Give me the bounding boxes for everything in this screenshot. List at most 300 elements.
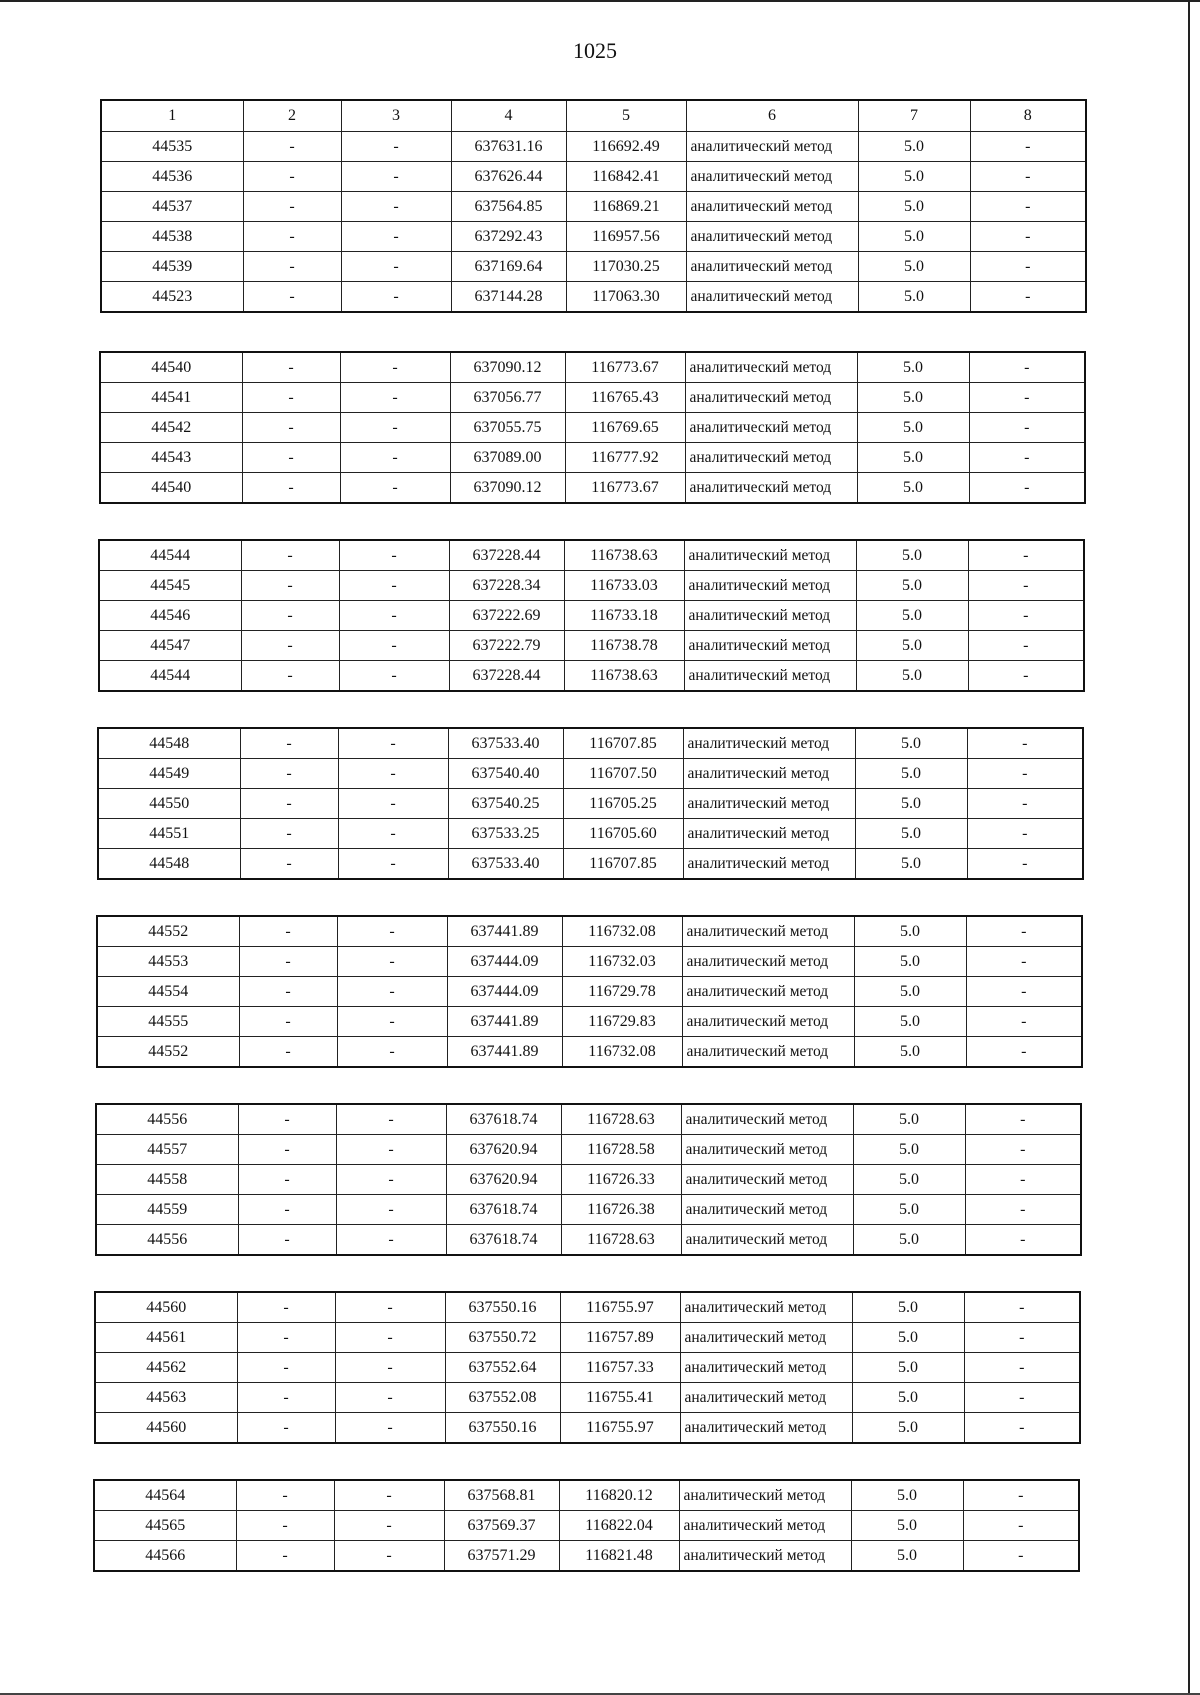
table-cell-col-5: 116755.41: [560, 1383, 680, 1413]
table-cell-col-3: -: [339, 571, 449, 601]
table-cell-col-2: -: [239, 947, 337, 977]
table-cell-col-6: аналитический метод: [681, 1165, 853, 1195]
table-cell-col-6: аналитический метод: [686, 192, 858, 222]
table-cell-col-5: 116738.63: [564, 540, 684, 571]
table-cell-col-2: -: [241, 571, 339, 601]
coordinates-table-4: [97, 727, 1084, 880]
table-cell-col-4: 637144.28: [451, 282, 566, 313]
table-cell-col-4: 637090.12: [450, 473, 565, 504]
table-cell-col-8: -: [967, 819, 1083, 849]
table-cell-col-3: -: [338, 789, 448, 819]
column-header-5: 5: [566, 100, 686, 132]
table-cell-col-2: -: [241, 661, 339, 692]
table-cell-col-3: -: [338, 819, 448, 849]
column-header-3: 3: [341, 100, 451, 132]
table-cell-col-4: 637571.29: [444, 1541, 559, 1572]
table-cell-col-3: -: [334, 1541, 444, 1572]
table-cell-col-5: 116728.58: [561, 1135, 681, 1165]
table-cell-col-7: 5.0: [857, 443, 969, 473]
table-cell-col-3: -: [337, 1007, 447, 1037]
table-cell-col-5: 116733.03: [564, 571, 684, 601]
table-row: [98, 759, 1083, 789]
table-cell-col-1: 44556: [96, 1104, 238, 1135]
table-cell-col-6: аналитический метод: [683, 759, 855, 789]
table-cell-col-1: 44538: [101, 222, 243, 252]
table-cell-col-6: аналитический метод: [684, 601, 856, 631]
table-cell-col-2: -: [242, 443, 340, 473]
table-cell-col-3: -: [334, 1480, 444, 1511]
table-cell-col-6: аналитический метод: [685, 443, 857, 473]
table-row: [99, 540, 1084, 571]
table-cell-col-5: 116822.04: [559, 1511, 679, 1541]
table-cell-col-1: 44544: [99, 661, 241, 692]
table-cell-col-1: 44535: [101, 132, 243, 162]
table-row: [96, 1195, 1081, 1225]
table-cell-col-4: 637169.64: [451, 252, 566, 282]
table-cell-col-5: 116957.56: [566, 222, 686, 252]
table-cell-col-3: -: [336, 1135, 446, 1165]
table-cell-col-1: 44557: [96, 1135, 238, 1165]
table-row: [98, 849, 1083, 880]
table-cell-col-2: -: [243, 162, 341, 192]
table-cell-col-7: 5.0: [855, 759, 967, 789]
table-cell-col-4: 637552.08: [445, 1383, 560, 1413]
table-row: [100, 383, 1085, 413]
column-header-7: 7: [858, 100, 970, 132]
table-cell-col-3: -: [339, 631, 449, 661]
table-cell-col-4: 637550.72: [445, 1323, 560, 1353]
table-cell-col-1: 44548: [98, 728, 240, 759]
table-cell-col-7: 5.0: [856, 631, 968, 661]
table-cell-col-8: -: [964, 1323, 1080, 1353]
table-cell-col-7: 5.0: [851, 1511, 963, 1541]
table-cell-col-8: -: [970, 222, 1086, 252]
table-cell-col-6: аналитический метод: [680, 1353, 852, 1383]
table-cell-col-8: -: [969, 383, 1085, 413]
table-cell-col-8: -: [965, 1195, 1081, 1225]
table-cell-col-2: -: [239, 916, 337, 947]
table-cell-col-5: 116732.08: [562, 916, 682, 947]
table-cell-col-6: аналитический метод: [682, 947, 854, 977]
table-row: [100, 473, 1085, 504]
table-cell-col-5: 116769.65: [565, 413, 685, 443]
table-cell-col-7: 5.0: [855, 819, 967, 849]
table-cell-col-5: 117063.30: [566, 282, 686, 313]
table-row: [100, 443, 1085, 473]
table-cell-col-7: 5.0: [852, 1353, 964, 1383]
table-cell-col-7: 5.0: [855, 849, 967, 880]
table-row: [101, 252, 1086, 282]
table-cell-col-3: -: [339, 661, 449, 692]
table-cell-col-2: -: [242, 352, 340, 383]
table-cell-col-2: -: [238, 1165, 336, 1195]
table-row: [99, 631, 1084, 661]
table-cell-col-1: 44547: [99, 631, 241, 661]
table-cell-col-6: аналитический метод: [681, 1135, 853, 1165]
table-cell-col-4: 637228.34: [449, 571, 564, 601]
table-cell-col-2: -: [241, 540, 339, 571]
table-cell-col-5: 116738.63: [564, 661, 684, 692]
table-cell-col-8: -: [964, 1413, 1080, 1444]
table-cell-col-7: 5.0: [851, 1480, 963, 1511]
table-cell-col-6: аналитический метод: [685, 383, 857, 413]
table-cell-col-1: 44540: [100, 473, 242, 504]
table-row: [98, 789, 1083, 819]
table-row: [96, 1135, 1081, 1165]
table-cell-col-2: -: [243, 252, 341, 282]
table-cell-col-7: 5.0: [858, 162, 970, 192]
table-cell-col-8: -: [967, 759, 1083, 789]
table-cell-col-4: 637292.43: [451, 222, 566, 252]
table-row: [101, 192, 1086, 222]
table-cell-col-2: -: [240, 789, 338, 819]
table-cell-col-3: -: [340, 443, 450, 473]
table-cell-col-8: -: [968, 540, 1084, 571]
table-cell-col-4: 637444.09: [447, 947, 562, 977]
table-cell-col-2: -: [242, 413, 340, 443]
table-cell-col-4: 637228.44: [449, 540, 564, 571]
table-cell-col-5: 116729.78: [562, 977, 682, 1007]
table-cell-col-7: 5.0: [853, 1135, 965, 1165]
table-cell-col-7: 5.0: [852, 1323, 964, 1353]
table-cell-col-2: -: [236, 1511, 334, 1541]
table-cell-col-3: -: [339, 540, 449, 571]
table-row: [101, 162, 1086, 192]
table-row: [100, 413, 1085, 443]
table-cell-col-6: аналитический метод: [686, 162, 858, 192]
table-cell-col-8: -: [969, 413, 1085, 443]
table-cell-col-7: 5.0: [852, 1383, 964, 1413]
table-row: [98, 819, 1083, 849]
table-cell-col-2: -: [237, 1413, 335, 1444]
table-cell-col-1: 44563: [95, 1383, 237, 1413]
table-cell-col-7: 5.0: [854, 1007, 966, 1037]
table-cell-col-3: -: [334, 1511, 444, 1541]
table-cell-col-7: 5.0: [857, 473, 969, 504]
table-cell-col-2: -: [243, 132, 341, 162]
table-cell-col-7: 5.0: [858, 222, 970, 252]
table-cell-col-6: аналитический метод: [679, 1511, 851, 1541]
coordinates-table-6: [95, 1103, 1082, 1256]
table-cell-col-4: 637626.44: [451, 162, 566, 192]
table-cell-col-3: -: [338, 849, 448, 880]
table-cell-col-3: -: [335, 1383, 445, 1413]
table-cell-col-2: -: [242, 473, 340, 504]
table-cell-col-1: 44564: [94, 1480, 236, 1511]
table-cell-col-5: 116757.89: [560, 1323, 680, 1353]
table-cell-col-1: 44560: [95, 1413, 237, 1444]
table-cell-col-6: аналитический метод: [685, 473, 857, 504]
table-cell-col-3: -: [341, 132, 451, 162]
table-cell-col-8: -: [966, 1037, 1082, 1068]
table-cell-col-4: 637441.89: [447, 1007, 562, 1037]
table-cell-col-3: -: [338, 728, 448, 759]
table-cell-col-8: -: [963, 1541, 1079, 1572]
column-header-1: 1: [101, 100, 243, 132]
table-cell-col-1: 44544: [99, 540, 241, 571]
table-cell-col-2: -: [239, 1037, 337, 1068]
table-row: [97, 947, 1082, 977]
table-row: [94, 1541, 1079, 1572]
table-cell-col-4: 637569.37: [444, 1511, 559, 1541]
table-cell-col-1: 44565: [94, 1511, 236, 1541]
table-cell-col-4: 637441.89: [447, 916, 562, 947]
table-cell-col-2: -: [240, 849, 338, 880]
table-cell-col-8: -: [970, 162, 1086, 192]
column-header-8: 8: [970, 100, 1086, 132]
page-number: 1025: [573, 38, 617, 63]
table-cell-col-3: -: [341, 162, 451, 192]
table-cell-col-5: 116821.48: [559, 1541, 679, 1572]
table-cell-col-7: 5.0: [857, 383, 969, 413]
table-cell-col-4: 637552.64: [445, 1353, 560, 1383]
table-cell-col-6: аналитический метод: [686, 132, 858, 162]
table-cell-col-7: 5.0: [854, 1037, 966, 1068]
table-cell-col-7: 5.0: [855, 728, 967, 759]
table-cell-col-8: -: [970, 192, 1086, 222]
table-cell-col-5: 116765.43: [565, 383, 685, 413]
table-cell-col-4: 637540.40: [448, 759, 563, 789]
table-cell-col-8: -: [966, 977, 1082, 1007]
table-cell-col-8: -: [965, 1165, 1081, 1195]
table-cell-col-3: -: [341, 252, 451, 282]
table-cell-col-3: -: [341, 222, 451, 252]
table-cell-col-4: 637222.69: [449, 601, 564, 631]
table-cell-col-7: 5.0: [853, 1104, 965, 1135]
table-row: [95, 1383, 1080, 1413]
table-cell-col-4: 637056.77: [450, 383, 565, 413]
table-cell-col-7: 5.0: [858, 192, 970, 222]
table-cell-col-6: аналитический метод: [683, 819, 855, 849]
table-cell-col-6: аналитический метод: [683, 849, 855, 880]
table-cell-col-6: аналитический метод: [684, 631, 856, 661]
table-cell-col-5: 116707.50: [563, 759, 683, 789]
table-cell-col-4: 637618.74: [446, 1225, 561, 1256]
table-row: [99, 601, 1084, 631]
table-row: [97, 977, 1082, 1007]
coordinates-table-2: [99, 351, 1086, 504]
table-cell-col-5: 116729.83: [562, 1007, 682, 1037]
table-cell-col-7: 5.0: [856, 601, 968, 631]
table-cell-col-5: 116728.63: [561, 1104, 681, 1135]
table-cell-col-4: 637564.85: [451, 192, 566, 222]
table-cell-col-8: -: [969, 473, 1085, 504]
table-row: [96, 1104, 1081, 1135]
table-cell-col-6: аналитический метод: [680, 1383, 852, 1413]
table-cell-col-7: 5.0: [853, 1165, 965, 1195]
table-cell-col-2: -: [237, 1292, 335, 1323]
table-cell-col-3: -: [336, 1104, 446, 1135]
table-cell-col-1: 44552: [97, 1037, 239, 1068]
table-cell-col-5: 116732.08: [562, 1037, 682, 1068]
table-cell-col-6: аналитический метод: [685, 352, 857, 383]
table-cell-col-6: аналитический метод: [682, 1037, 854, 1068]
table-cell-col-3: -: [339, 601, 449, 631]
table-cell-col-2: -: [240, 728, 338, 759]
table-cell-col-2: -: [243, 282, 341, 313]
table-cell-col-5: 117030.25: [566, 252, 686, 282]
page-border-top: [0, 0, 1200, 2]
table-cell-col-8: -: [964, 1353, 1080, 1383]
table-cell-col-8: -: [967, 728, 1083, 759]
column-header-2: 2: [243, 100, 341, 132]
table-cell-col-4: 637618.74: [446, 1104, 561, 1135]
table-cell-col-8: -: [967, 849, 1083, 880]
table-cell-col-8: -: [968, 631, 1084, 661]
table-cell-col-1: 44560: [95, 1292, 237, 1323]
table-cell-col-8: -: [965, 1104, 1081, 1135]
table-cell-col-3: -: [340, 473, 450, 504]
table-cell-col-6: аналитический метод: [684, 540, 856, 571]
table-cell-col-1: 44558: [96, 1165, 238, 1195]
table-cell-col-2: -: [239, 1007, 337, 1037]
table-cell-col-8: -: [965, 1225, 1081, 1256]
table-cell-col-1: 44552: [97, 916, 239, 947]
table-row: [99, 661, 1084, 692]
table-cell-col-6: аналитический метод: [681, 1195, 853, 1225]
table-cell-col-1: 44566: [94, 1541, 236, 1572]
table-cell-col-5: 116726.38: [561, 1195, 681, 1225]
table-cell-col-1: 44523: [101, 282, 243, 313]
table-cell-col-1: 44540: [100, 352, 242, 383]
table-cell-col-2: -: [238, 1225, 336, 1256]
table-cell-col-2: -: [240, 759, 338, 789]
table-cell-col-3: -: [335, 1413, 445, 1444]
table-cell-col-3: -: [335, 1323, 445, 1353]
table-row: [99, 571, 1084, 601]
table-cell-col-7: 5.0: [857, 413, 969, 443]
table-cell-col-1: 44541: [100, 383, 242, 413]
table-cell-col-4: 637533.40: [448, 728, 563, 759]
table-cell-col-8: -: [963, 1511, 1079, 1541]
table-cell-col-8: -: [970, 282, 1086, 313]
table-cell-col-5: 116732.03: [562, 947, 682, 977]
table-cell-col-7: 5.0: [854, 916, 966, 947]
table-cell-col-1: 44561: [95, 1323, 237, 1353]
table-cell-col-3: -: [336, 1225, 446, 1256]
table-cell-col-6: аналитический метод: [682, 916, 854, 947]
table-row: [94, 1480, 1079, 1511]
table-cell-col-4: 637620.94: [446, 1165, 561, 1195]
table-cell-col-1: 44553: [97, 947, 239, 977]
table-cell-col-4: 637631.16: [451, 132, 566, 162]
table-cell-col-5: 116869.21: [566, 192, 686, 222]
table-cell-col-2: -: [237, 1383, 335, 1413]
table-cell-col-2: -: [241, 631, 339, 661]
table-row: [97, 1037, 1082, 1068]
table-row: [98, 728, 1083, 759]
table-cell-col-1: 44556: [96, 1225, 238, 1256]
table-row: [101, 282, 1086, 313]
table-cell-col-5: 116705.60: [563, 819, 683, 849]
table-cell-col-8: -: [970, 252, 1086, 282]
table-cell-col-1: 44550: [98, 789, 240, 819]
table-cell-col-7: 5.0: [855, 789, 967, 819]
table-cell-col-8: -: [966, 916, 1082, 947]
table-cell-col-7: 5.0: [856, 571, 968, 601]
table-cell-col-2: -: [242, 383, 340, 413]
table-cell-col-3: -: [337, 977, 447, 1007]
table-cell-col-5: 116777.92: [565, 443, 685, 473]
table-row: [101, 222, 1086, 252]
table-row: [94, 1511, 1079, 1541]
coordinates-table-3: [98, 539, 1085, 692]
table-cell-col-5: 116755.97: [560, 1292, 680, 1323]
table-row: [100, 352, 1085, 383]
table-cell-col-7: 5.0: [852, 1292, 964, 1323]
table-cell-col-1: 44546: [99, 601, 241, 631]
table-header-row: [101, 100, 1086, 132]
table-cell-col-2: -: [237, 1353, 335, 1383]
table-cell-col-6: аналитический метод: [686, 222, 858, 252]
table-cell-col-4: 637533.25: [448, 819, 563, 849]
table-cell-col-8: -: [969, 352, 1085, 383]
table-cell-col-6: аналитический метод: [679, 1541, 851, 1572]
table-cell-col-4: 637089.00: [450, 443, 565, 473]
coordinates-table-7: [94, 1291, 1081, 1444]
table-cell-col-8: -: [963, 1480, 1079, 1511]
table-cell-col-2: -: [236, 1480, 334, 1511]
table-cell-col-4: 637618.74: [446, 1195, 561, 1225]
table-cell-col-4: 637222.79: [449, 631, 564, 661]
table-row: [96, 1225, 1081, 1256]
table-cell-col-1: 44549: [98, 759, 240, 789]
table-cell-col-2: -: [238, 1195, 336, 1225]
table-cell-col-4: 637444.09: [447, 977, 562, 1007]
table-cell-col-6: аналитический метод: [683, 728, 855, 759]
table-cell-col-1: 44555: [97, 1007, 239, 1037]
table-cell-col-1: 44554: [97, 977, 239, 1007]
table-cell-col-5: 116726.33: [561, 1165, 681, 1195]
table-cell-col-6: аналитический метод: [685, 413, 857, 443]
table-cell-col-6: аналитический метод: [681, 1225, 853, 1256]
table-cell-col-1: 44548: [98, 849, 240, 880]
column-header-4: 4: [451, 100, 566, 132]
table-cell-col-5: 116707.85: [563, 849, 683, 880]
table-cell-col-2: -: [240, 819, 338, 849]
table-cell-col-7: 5.0: [853, 1195, 965, 1225]
table-cell-col-6: аналитический метод: [682, 1007, 854, 1037]
table-row: [97, 916, 1082, 947]
table-cell-col-4: 637550.16: [445, 1292, 560, 1323]
table-cell-col-2: -: [243, 222, 341, 252]
table-cell-col-4: 637568.81: [444, 1480, 559, 1511]
table-cell-col-4: 637055.75: [450, 413, 565, 443]
table-cell-col-7: 5.0: [852, 1413, 964, 1444]
table-cell-col-7: 5.0: [858, 282, 970, 313]
table-cell-col-5: 116728.63: [561, 1225, 681, 1256]
table-row: [97, 1007, 1082, 1037]
table-cell-col-8: -: [966, 947, 1082, 977]
table-row: [101, 132, 1086, 162]
table-cell-col-6: аналитический метод: [681, 1104, 853, 1135]
table-cell-col-2: -: [237, 1323, 335, 1353]
table-cell-col-7: 5.0: [856, 540, 968, 571]
table-cell-col-8: -: [969, 443, 1085, 473]
table-cell-col-5: 116733.18: [564, 601, 684, 631]
table-cell-col-2: -: [238, 1135, 336, 1165]
table-cell-col-5: 116757.33: [560, 1353, 680, 1383]
table-cell-col-1: 44562: [95, 1353, 237, 1383]
table-cell-col-6: аналитический метод: [684, 661, 856, 692]
table-cell-col-8: -: [970, 132, 1086, 162]
table-cell-col-4: 637228.44: [449, 661, 564, 692]
table-cell-col-3: -: [341, 192, 451, 222]
column-header-6: 6: [686, 100, 858, 132]
table-cell-col-7: 5.0: [858, 132, 970, 162]
table-cell-col-7: 5.0: [854, 977, 966, 1007]
table-row: [95, 1292, 1080, 1323]
